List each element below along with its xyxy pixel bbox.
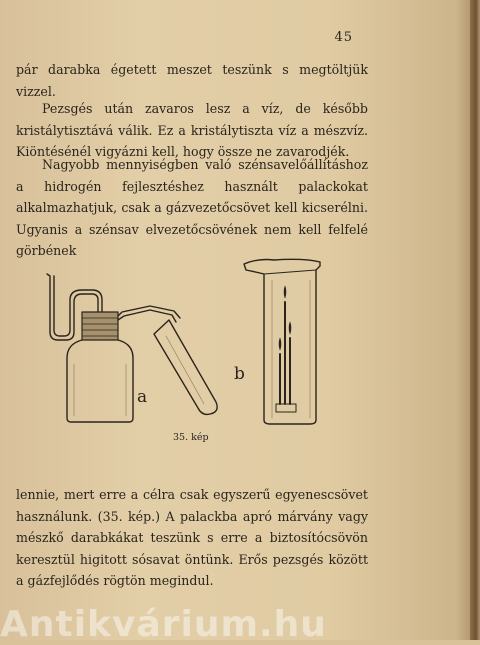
delivery-tube (118, 306, 180, 318)
page-number: 45 (334, 30, 353, 45)
book-page-edge (470, 0, 480, 640)
beaker (244, 259, 320, 424)
paragraph-1: pár darabka égetett meszet teszünk s megtöltjük vizzel. (16, 62, 368, 99)
paragraph-2: Pezsgés után zavaros lesz a víz, de később kristálytisztává válik. Ez a kristálytiszta víz a mészvíz. Kiöntésénél vigyázni kell, hogy össze ne zavarodjék. (16, 101, 368, 159)
figure-35-illustration (34, 254, 374, 429)
candles (280, 302, 290, 404)
gas-bottle (67, 340, 133, 422)
test-tube (154, 320, 217, 414)
figure-caption: 35. kép (173, 432, 209, 443)
apparatus-drawing (34, 254, 374, 429)
watermark-logo: Antikvárium.hu (0, 604, 327, 645)
paragraph-3: Nagyobb mennyiségben való szénsavelőállításhoz a hidrogén fejlesztéshez használt palackokat alkalmazhatjuk, csak a gázvezetőcsövet kell kicserélni. Ugyanis a szénsav elvezetőcsövének nem kell felfelé görbének (16, 157, 368, 258)
paragraph-4: lennie, mert erre a célra csak egyszerű egyenescsövet használunk. (35. kép.) A palackba apró márvány vagy mészkő darabkákat teszünk s erre a biztosítócsövön keresztül higitott sósavat öntünk. Erős pezsgés között a gázfejlődés rögtön megindul. (16, 487, 368, 588)
figure-label-a: a (137, 387, 148, 407)
figure-label-b: b (234, 364, 245, 384)
